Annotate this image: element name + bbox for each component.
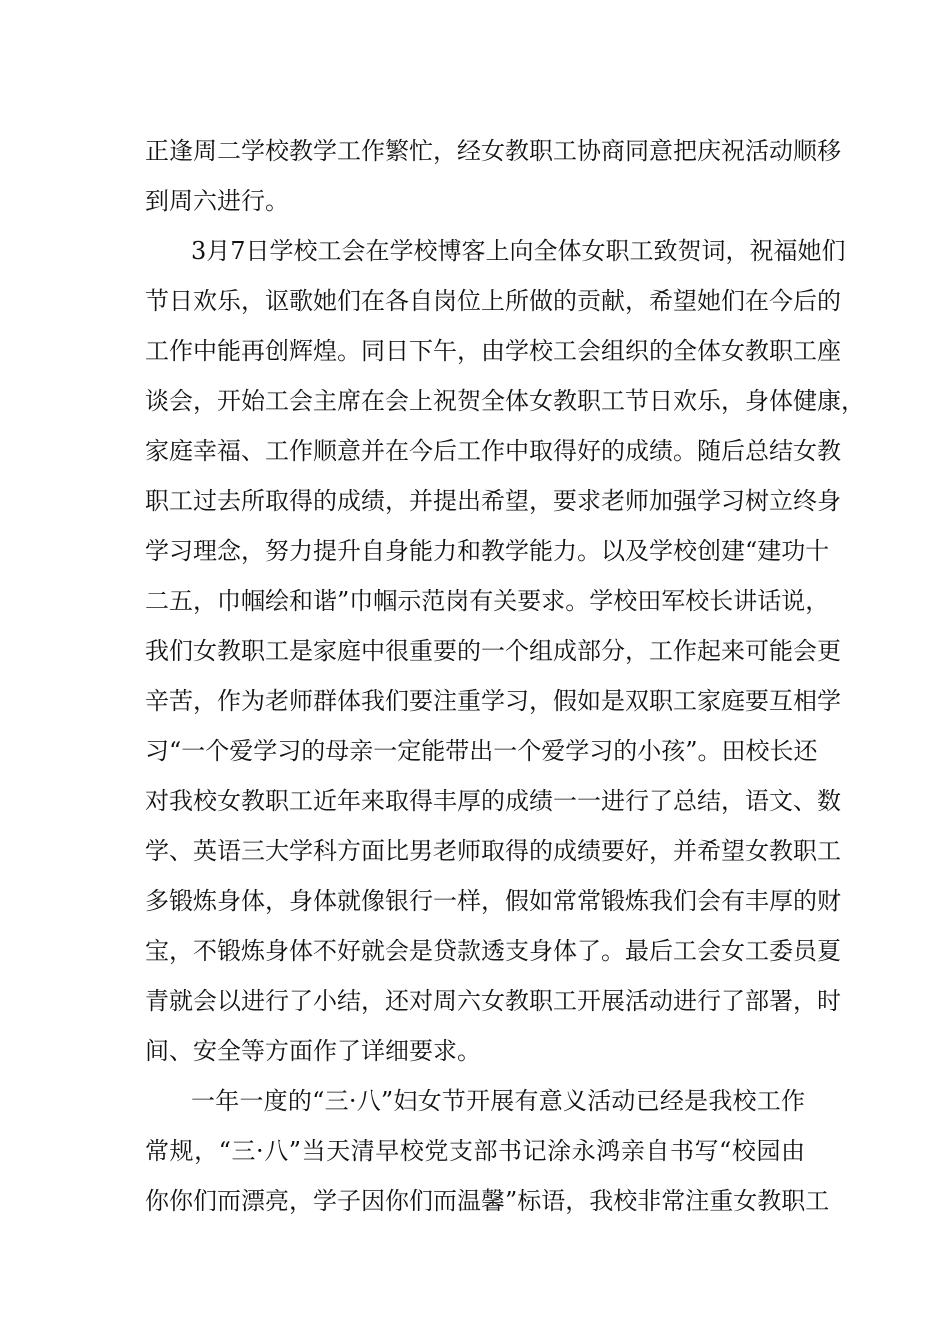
text-line-11: 我们女教职工是家庭中很重要的一个组成部分，工作起来可能会更 (145, 637, 841, 665)
text-line-17: 宝，不锻炼身体不好就会是贷款透支身体了。最后工会女工委员夏 (145, 937, 841, 965)
paragraph-3-line-1: 一年一度的“三·八”妇女节开展有意义活动已经是我校工作 (191, 1087, 805, 1115)
text-line-15: 学、英语三大学科方面比男老师取得的成绩要好，并希望女教职工 (145, 837, 841, 865)
text-line-10: 二五，巾帼绘和谐”巾帼示范岗有关要求。学校田军校长讲话说， (145, 587, 830, 615)
text-line-21: 常规，“三·八”当天清早校党支部书记涂永鸿亲自书写“校园由 (145, 1137, 805, 1165)
text-line-7: 家庭幸福、工作顺意并在今后工作中取得好的成绩。随后总结女教 (145, 437, 841, 465)
text-line-1: 正逢周二学校教学工作繁忙，经女教职工协商同意把庆祝活动顺移 (145, 137, 841, 165)
paragraph-2-line-1: 3月7日学校工会在学校博客上向全体女职工致贺词，祝福她们 (191, 237, 846, 265)
text-line-6: 谈会，开始工会主席在会上祝贺全体女教职工节日欢乐，身体健康， (145, 387, 865, 415)
text-line-8: 职工过去所取得的成绩，并提出希望，要求老师加强学习树立终身 (145, 487, 841, 515)
text-line-22: 你你们而漂亮，学子因你们而温馨”标语，我校非常注重女教职工 (145, 1187, 830, 1215)
text-line-16: 多锻炼身体，身体就像银行一样，假如常常锻炼我们会有丰厚的财 (145, 887, 841, 915)
text-line-12: 辛苦，作为老师群体我们要注重学习，假如是双职工家庭要互相学 (145, 687, 841, 715)
text-line-5: 工作中能再创辉煌。同日下午，由学校工会组织的全体女教职工座 (145, 337, 841, 365)
text-line-19: 间、安全等方面作了详细要求。 (145, 1037, 481, 1065)
text-line-2: 到周六进行。 (145, 187, 289, 215)
text-line-14: 对我校女教职工近年来取得丰厚的成绩一一进行了总结，语文、数 (145, 787, 841, 815)
text-line-13: 习“一个爱学习的母亲一定能带出一个爱学习的小孩”。田校长还 (145, 737, 818, 765)
text-line-18: 青就会以进行了小结，还对周六女教职工开展活动进行了部署，时 (145, 987, 841, 1015)
text-line-9: 学习理念，努力提升自身能力和教学能力。以及学校创建“建功十 (145, 537, 830, 565)
text-line-4: 节日欢乐，讴歌她们在各自岗位上所做的贡献，希望她们在今后的 (145, 287, 841, 315)
